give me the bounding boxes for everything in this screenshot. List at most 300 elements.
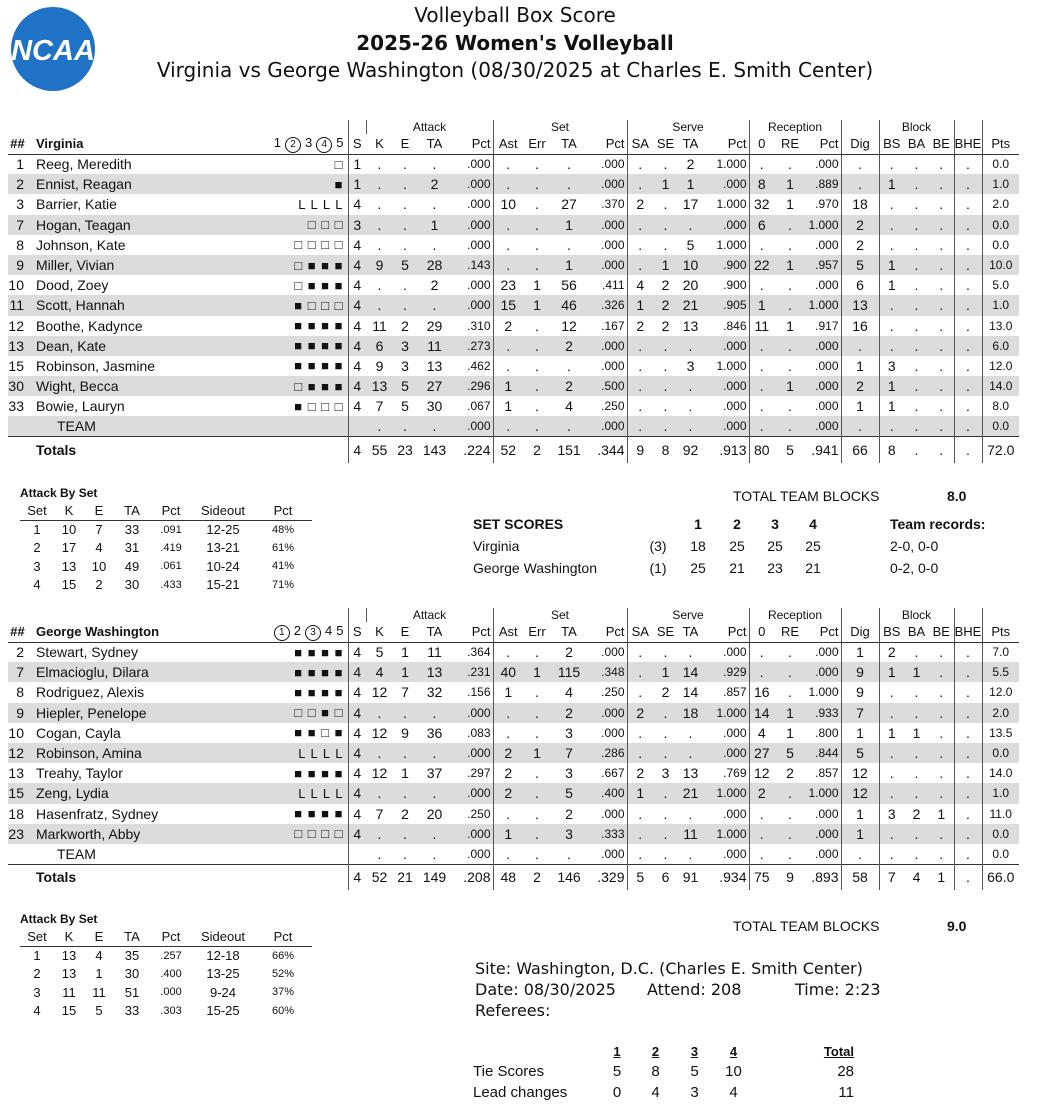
stat-ta: 2	[430, 277, 439, 294]
player-name: Hasenfratz, Sydney	[36, 805, 159, 822]
stat-be: .	[929, 215, 954, 235]
stat-s: 4	[348, 316, 366, 336]
stat-r0: .	[749, 376, 774, 396]
stat-ba: .	[914, 236, 919, 253]
stat-ast: .	[493, 215, 523, 235]
stat-bhe: .	[954, 703, 982, 723]
stat-s: 4	[348, 824, 366, 844]
player-row	[8, 194, 1019, 214]
attack-by-set-row	[20, 557, 312, 576]
stat-rpct: .000	[815, 806, 839, 821]
stat-sta: .	[551, 416, 587, 436]
stat-serr: .	[535, 317, 539, 334]
stat-pct: .000	[467, 846, 491, 861]
stat-k: 6	[366, 336, 393, 356]
stat-bs: .	[879, 295, 904, 315]
total-sa: 9	[627, 437, 653, 463]
stat-vpct: .929	[703, 662, 749, 682]
stat-e: .	[403, 277, 407, 294]
stat-bs: .	[879, 824, 904, 844]
sets-played-marks: □ ■ ■ ■	[294, 277, 344, 293]
stat-vta: 5	[686, 236, 695, 253]
stat-spct: .250	[601, 399, 625, 414]
stat-dig: 1	[841, 824, 879, 844]
stat-s	[348, 416, 366, 436]
player-name: Hiepler, Penelope	[30, 703, 230, 723]
stat-vta: 11	[678, 824, 703, 844]
stat-dig: 6	[841, 275, 879, 295]
stat-rpct: .000	[806, 336, 841, 356]
stat-sa: .	[627, 824, 653, 844]
stat-r0: 12	[749, 763, 774, 783]
stat-k: 12	[371, 765, 388, 782]
sets-played-marks: ■ ■ ■ ■	[294, 765, 344, 781]
stat-ba: 1	[912, 724, 921, 741]
player-number: 13	[8, 765, 24, 782]
stat-be: .	[939, 236, 944, 253]
stat-serr: 1	[523, 295, 551, 315]
stat-e: .	[393, 174, 417, 194]
attack-by-set-cell: .400	[160, 967, 182, 980]
tie-set-header: 3	[690, 1043, 699, 1059]
stat-r0: .	[749, 642, 774, 662]
stat-ast: 1	[493, 396, 523, 416]
sets-played-marks: ■ ■ ■ ■	[230, 336, 348, 356]
column-header-e: E	[393, 134, 417, 154]
stat-vpct: .000	[703, 336, 749, 356]
attack-by-set-cell: .303	[160, 1004, 182, 1017]
stat-r0: 8	[749, 174, 774, 194]
stat-rpct: .933	[806, 703, 841, 723]
column-header-ta: TA	[417, 622, 452, 642]
stat-se: .	[653, 824, 678, 844]
stat-r0: .	[749, 336, 774, 356]
stat-ta: .	[417, 295, 452, 315]
column-header-sa: SA	[627, 622, 653, 642]
stat-re: .	[774, 336, 806, 356]
stat-dig: 9	[841, 682, 879, 702]
stat-pts: 0.0	[982, 215, 1019, 235]
stat-k: 9	[366, 255, 393, 275]
attack-by-set-row	[20, 946, 312, 965]
attack-by-set-cell: 13	[61, 966, 77, 982]
player-name: Dean, Kate	[30, 336, 230, 356]
stat-se: 3	[661, 765, 670, 782]
sets-played-marks: □ □ ■ □	[230, 703, 348, 723]
stat-se: 2	[661, 277, 670, 294]
virginia-total-team-blocks-label: TOTAL TEAM BLOCKS	[733, 488, 880, 504]
stat-se: 2	[661, 684, 670, 701]
attack-by-set-cell: 4	[95, 540, 103, 556]
attack-by-set-row	[20, 539, 312, 558]
stat-r0: .	[749, 154, 774, 174]
stat-e: 5	[393, 376, 417, 396]
stat-sta: 1	[551, 215, 587, 235]
set-number: 3	[305, 134, 313, 150]
attack-by-set-cell: 17	[61, 540, 77, 556]
column-header-vpct: Pct	[703, 134, 749, 154]
stat-serr: .	[523, 416, 551, 436]
stat-sta: .	[551, 174, 587, 194]
stat-vpct: .000	[723, 846, 747, 861]
stat-dig: 5	[841, 743, 879, 763]
stat-ta: 2	[417, 174, 452, 194]
stat-bhe: .	[954, 174, 982, 194]
total-r0: 75	[749, 864, 774, 890]
attack-by-set-cell: 13	[61, 948, 77, 963]
player-row	[8, 804, 1019, 824]
attack-by-set-row	[20, 1002, 312, 1021]
stat-r0: 22	[749, 255, 774, 275]
set-score: 21	[729, 560, 745, 576]
stat-pts: 13.5	[982, 723, 1019, 743]
player-name: Stewart, Sydney	[36, 644, 138, 661]
stat-dig: 12	[841, 783, 879, 803]
stat-re: .	[774, 662, 806, 682]
stat-sa: 1	[627, 295, 653, 315]
stat-ast: .	[493, 235, 523, 255]
stat-pts: 5.5	[982, 662, 1019, 682]
attack-by-set-header: Pct	[254, 928, 312, 946]
sets-played-marks	[230, 416, 348, 436]
stat-s: 4	[348, 662, 366, 682]
stat-serr: .	[523, 215, 551, 235]
stat-pts: 0.0	[982, 844, 1019, 864]
set-score: 23	[767, 560, 783, 576]
stat-re: 2	[786, 765, 794, 782]
stat-ast: .	[493, 642, 523, 662]
stat-re: 1	[774, 703, 806, 723]
stat-r0: 27	[749, 743, 774, 763]
virginia-total-team-blocks-value: 8.0	[947, 488, 967, 504]
stat-ta: 32	[426, 684, 443, 701]
set-label: 4	[809, 516, 817, 532]
player-row	[8, 235, 1019, 255]
attack-by-set-cell: 66%	[271, 949, 295, 962]
stat-be: .	[929, 416, 954, 436]
stat-ta: .	[432, 156, 437, 173]
column-header-vta: TA	[678, 622, 703, 642]
player-number: 1	[16, 156, 24, 173]
stat-vpct: .000	[703, 174, 749, 194]
player-row	[8, 316, 1019, 336]
total-vpct: .934	[703, 864, 749, 890]
stat-ba: .	[904, 783, 929, 803]
stat-sa: 2	[627, 703, 653, 723]
stat-pts: 1.0	[982, 295, 1019, 315]
total-sta: 146	[551, 864, 587, 890]
stat-re: .	[774, 824, 806, 844]
stat-se: .	[663, 398, 668, 415]
sets-played-header	[230, 134, 348, 154]
stat-ast: 23	[493, 275, 523, 295]
stat-bhe: .	[954, 824, 982, 844]
stat-bs: 3	[879, 356, 904, 376]
stat-s: 4	[348, 804, 366, 824]
stat-ba: .	[904, 215, 929, 235]
player-number: 8	[16, 236, 24, 253]
stat-serr: 1	[523, 662, 551, 682]
attack-by-set-cell: 12-25	[206, 522, 240, 537]
total-vta: 91	[678, 864, 703, 890]
sets-played-marks: ■ ■ ■ ■	[230, 662, 348, 682]
stat-serr: .	[535, 398, 539, 415]
column-header-vpct: Pct	[703, 622, 749, 642]
stat-be: .	[929, 662, 954, 682]
stat-bs: .	[879, 743, 904, 763]
stat-se: 2	[661, 317, 670, 334]
attack-by-set-cell: 48%	[271, 523, 295, 536]
total-k: 55	[366, 437, 393, 463]
column-header-s: S	[348, 622, 366, 642]
stat-k: .	[377, 156, 382, 173]
player-name: Cogan, Cayla	[36, 724, 121, 741]
stat-serr: .	[535, 236, 539, 253]
sets-played-marks	[230, 844, 348, 864]
attack-by-set-cell: 5	[95, 1003, 103, 1019]
player-name: Hogan, Teagan	[30, 215, 230, 235]
stat-ast: .	[493, 174, 523, 194]
attack-by-set-cell: 37%	[271, 986, 295, 999]
stat-serr: .	[535, 724, 539, 741]
stat-bhe: .	[954, 376, 982, 396]
stat-e: .	[403, 196, 407, 213]
column-header-re: RE	[774, 134, 806, 154]
stat-vta: .	[688, 398, 693, 415]
stat-serr: .	[535, 845, 539, 862]
player-name: Scott, Hannah	[30, 295, 230, 315]
attack-by-set-header: Set	[20, 502, 54, 520]
stat-bs: 1	[879, 376, 904, 396]
stat-e: .	[393, 295, 417, 315]
set-number: 4	[325, 622, 333, 638]
stat-pct: .000	[467, 157, 491, 172]
attack-by-set-cell: 2	[33, 966, 41, 982]
stat-bs: .	[879, 783, 904, 803]
column-header-s: S	[348, 134, 366, 154]
stat-spct: .500	[587, 376, 627, 396]
stat-ta: .	[432, 845, 437, 862]
serve-group-header: Serve	[627, 608, 749, 622]
stat-bhe: .	[954, 215, 982, 235]
stat-pct: .067	[467, 399, 491, 414]
stat-s: 4	[348, 396, 366, 416]
total-sta: 151	[551, 437, 587, 463]
stat-se: .	[653, 743, 678, 763]
sets-played-marks: L L L L	[230, 783, 348, 803]
stat-sta: 4	[565, 684, 573, 701]
stat-bhe: .	[954, 723, 982, 743]
stat-bhe: .	[954, 783, 982, 803]
total-r0: 80	[749, 437, 774, 463]
player-number: 9	[8, 255, 30, 275]
player-name: Johnson, Kate	[36, 236, 126, 253]
stat-s: 4	[348, 356, 366, 376]
sets-played-marks: ■ □ □ □	[230, 295, 348, 315]
stat-spct: .000	[601, 725, 625, 740]
stat-ta: 11	[417, 336, 452, 356]
stat-vta: .	[678, 416, 703, 436]
sets-played-marks: ■ ■ □ ■	[294, 725, 344, 741]
stat-ast: .	[493, 255, 523, 275]
total-re: 5	[774, 437, 806, 463]
attack-by-set-cell: 30	[124, 966, 140, 982]
player-name: Robinson, Amina	[30, 743, 230, 763]
gw-attack-by-set	[20, 912, 312, 1020]
stat-vpct: .900	[703, 255, 749, 275]
stat-pct: .250	[467, 806, 491, 821]
stat-rpct: .844	[806, 743, 841, 763]
attack-by-set-cell: 4	[33, 1003, 41, 1019]
stat-s: 4	[348, 295, 366, 315]
tie-total: 28	[837, 1063, 854, 1080]
stat-ast: .	[493, 723, 523, 743]
stat-serr: .	[523, 824, 551, 844]
stat-rpct: .000	[815, 237, 839, 252]
player-row	[8, 743, 1019, 763]
attack-by-set-cell: 33	[124, 522, 140, 537]
sets-played-marks: L L L L	[298, 196, 344, 212]
stat-ast: .	[493, 416, 523, 436]
stat-ast: 1	[493, 824, 523, 844]
stat-sa: 2	[627, 763, 653, 783]
stat-s: 4	[348, 682, 366, 702]
stat-serr: .	[535, 156, 539, 173]
attack-by-set-header: Pct	[150, 502, 192, 520]
attack-by-set-cell: .061	[160, 560, 182, 573]
stat-k: 5	[375, 644, 384, 661]
stat-bhe: .	[954, 235, 982, 255]
stat-dig: 13	[841, 295, 879, 315]
player-number: 23	[8, 824, 30, 844]
stat-re: .	[774, 215, 806, 235]
stat-spct: .667	[601, 766, 625, 781]
stat-bs: 3	[879, 804, 904, 824]
stat-se: 1	[653, 174, 678, 194]
stat-se: .	[663, 236, 668, 253]
team-record: 0-2, 0-0	[890, 560, 939, 576]
stat-sa: .	[627, 682, 653, 702]
stat-s: 4	[348, 235, 366, 255]
stat-ta: 11	[427, 644, 442, 661]
stat-sta: 2	[551, 703, 587, 723]
stat-sta: 2	[565, 644, 573, 661]
stat-e: .	[403, 236, 407, 253]
stat-k: .	[377, 196, 382, 213]
attack-by-set-cell: 35	[124, 948, 140, 963]
column-header-dig: Dig	[841, 134, 879, 154]
attack-by-set-header: Set	[20, 928, 54, 946]
reception-group-header: Reception	[749, 608, 841, 622]
player-number: 18	[8, 805, 24, 822]
player-row	[8, 763, 1019, 783]
stat-sta: 2	[551, 336, 587, 356]
gw-total-team-blocks-label: TOTAL TEAM BLOCKS	[733, 918, 880, 934]
attendance: Attend: 208	[647, 980, 742, 999]
matchup-title: Virginia vs George Washington (08/30/2025 at Charles E. Smith Center)	[156, 58, 874, 82]
stat-rpct: .000	[815, 358, 839, 373]
stat-vta: 20	[682, 277, 699, 294]
stat-re: 1	[786, 317, 794, 334]
stat-vpct: .000	[703, 215, 749, 235]
stat-be: .	[939, 724, 944, 741]
attack-by-set-row	[20, 576, 312, 595]
player-row	[8, 174, 1019, 194]
sets-played-marks: ■ ■ ■ ■	[294, 318, 344, 334]
stat-ta: 29	[426, 317, 443, 334]
stat-serr: .	[535, 805, 539, 822]
set-score: 18	[690, 538, 706, 554]
stat-dig: 12	[841, 763, 879, 783]
stat-sa: .	[627, 174, 653, 194]
stat-se: .	[653, 336, 678, 356]
stat-re: .	[788, 236, 792, 253]
stat-e: .	[393, 215, 417, 235]
attack-by-set-title: Attack By Set	[20, 486, 98, 500]
total-serr: 2	[523, 437, 551, 463]
stat-be: .	[929, 174, 954, 194]
attack-by-set-cell: 71%	[271, 578, 295, 591]
gw-total-team-blocks-value: 9.0	[947, 918, 967, 934]
stat-vta: 3	[686, 357, 695, 374]
player-number: 13	[8, 336, 30, 356]
stat-k: .	[366, 416, 393, 436]
stat-vta: 14	[682, 684, 699, 701]
stat-r0: .	[749, 804, 774, 824]
stat-pts: 6.0	[982, 336, 1019, 356]
sets-played-marks: □ □ □ □	[230, 824, 348, 844]
stat-pct: .000	[452, 703, 493, 723]
stat-dig: 1	[841, 804, 879, 824]
column-header-spct: Pct	[587, 622, 627, 642]
stat-dig: .	[841, 844, 879, 864]
stat-pts: 0.0	[982, 416, 1019, 436]
player-name: Treahy, Taylor	[36, 765, 123, 782]
tie-value: 8	[651, 1063, 660, 1080]
player-row	[8, 682, 1019, 702]
stat-pct: .310	[467, 318, 491, 333]
stat-ta: .	[432, 196, 437, 213]
attack-by-set-cell: 41%	[271, 560, 295, 573]
stat-sta: 4	[565, 398, 573, 415]
total-bhe: .	[954, 437, 982, 463]
stat-dig: .	[841, 174, 879, 194]
stat-ba: .	[904, 174, 929, 194]
stat-e: 2	[401, 317, 409, 334]
stat-serr: .	[523, 255, 551, 275]
stat-pct: .000	[452, 824, 493, 844]
totals-row	[8, 864, 1019, 890]
stat-bhe: .	[954, 763, 982, 783]
stat-r0: 11	[749, 316, 774, 336]
report-title: Volleyball Box Score	[414, 3, 616, 27]
player-row	[8, 336, 1019, 356]
stat-be: .	[939, 684, 944, 701]
stat-ast: 10	[493, 194, 523, 214]
total-se: 8	[653, 437, 678, 463]
attack-by-set-cell: 15-21	[206, 577, 240, 593]
stat-ba: .	[904, 743, 929, 763]
total-ast: 52	[493, 437, 523, 463]
team-name: Virginia	[30, 134, 230, 154]
column-header-pts: Pts	[982, 134, 1019, 154]
stat-spct: .000	[601, 157, 625, 172]
ncaa-logo-text: NCAA	[11, 35, 95, 67]
stat-ba: .	[904, 336, 929, 356]
reception-group-header: Reception	[749, 120, 841, 134]
set-scores-title: SET SCORES	[473, 516, 564, 532]
set-number: 3	[305, 625, 321, 641]
